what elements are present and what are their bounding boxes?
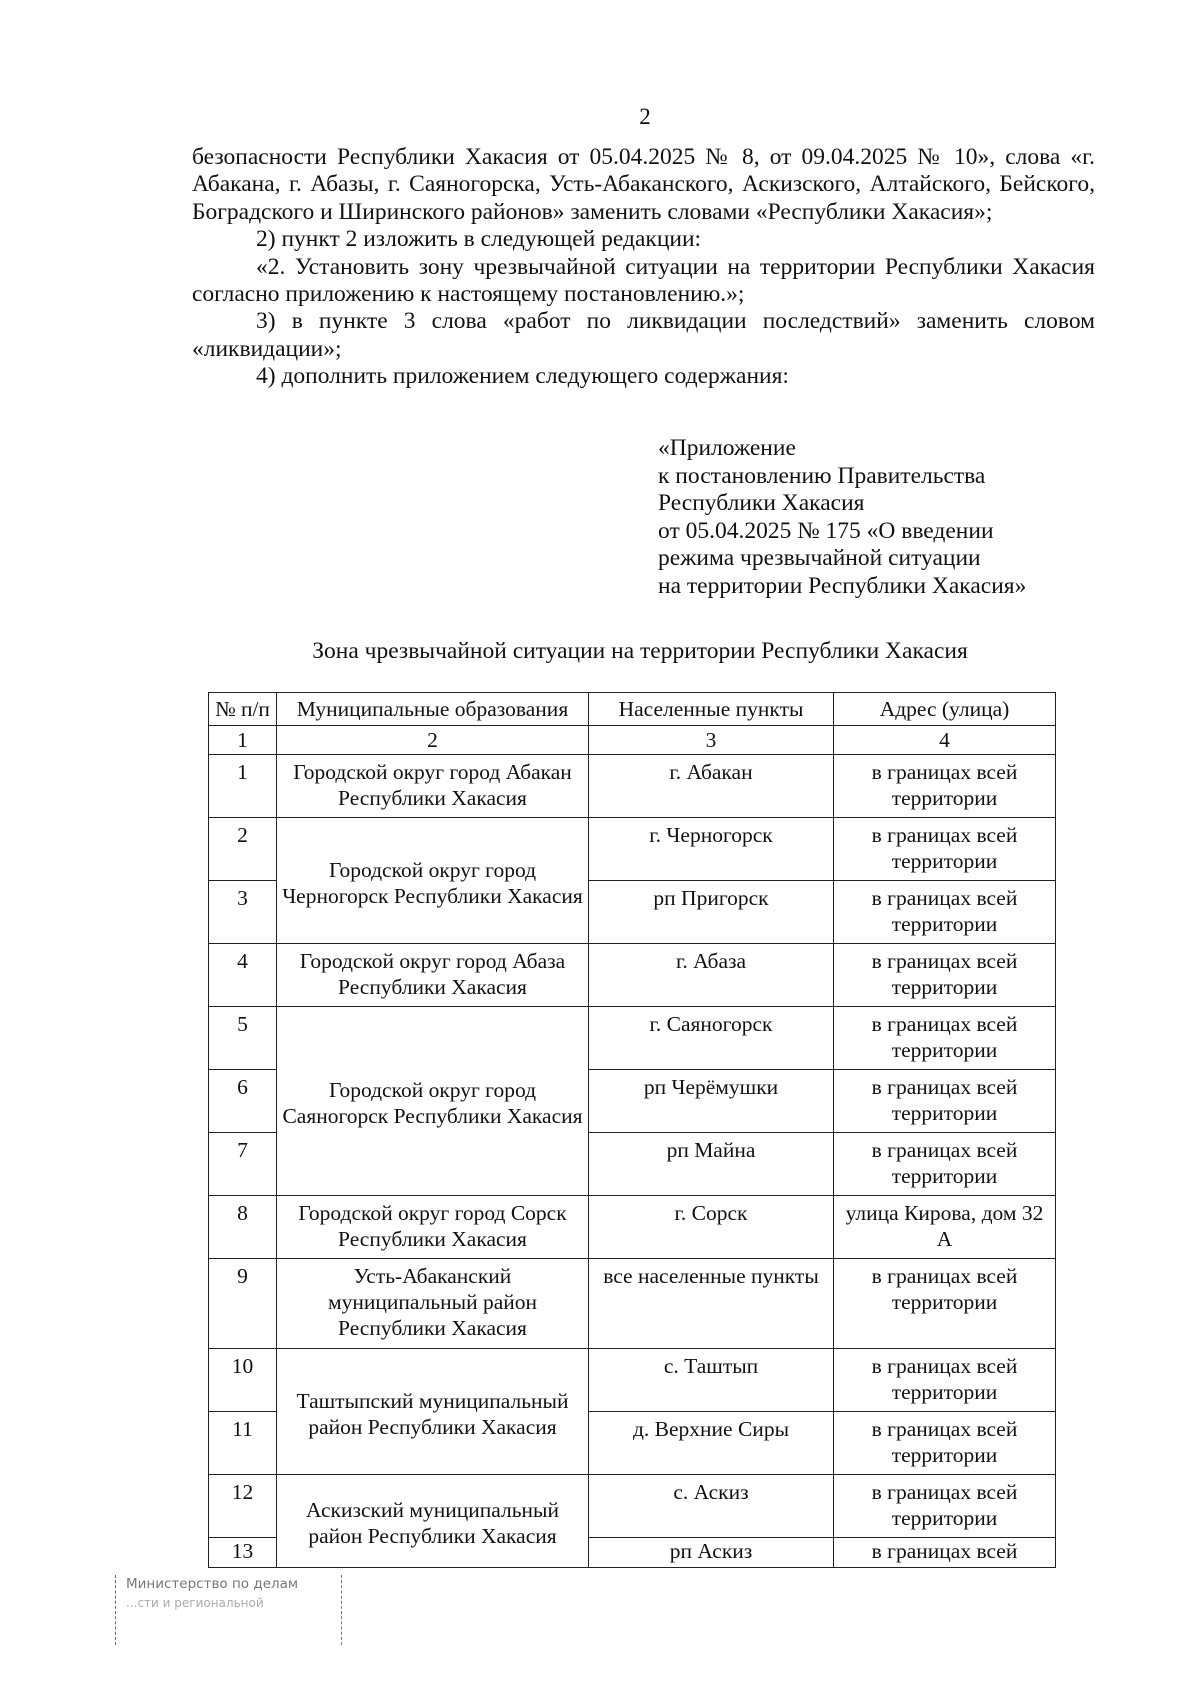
settlement-cell: рп Черёмушки: [589, 1070, 834, 1133]
settlement-cell: г. Черногорск: [589, 818, 834, 881]
settlement-cell: рп Аскиз: [589, 1538, 834, 1568]
table-title: Зона чрезвычайной ситуации на территории Республики Хакасия: [312, 638, 968, 664]
municipality-cell: Городской округ город Сорск Республики Хакасия: [277, 1196, 589, 1259]
appendix-line: к постановлению Правительства: [658, 462, 986, 489]
municipality-cell: Городской округ город Абаза Республики Хакасия: [277, 944, 589, 1007]
stamp-line: ...сти и региональной: [126, 1596, 264, 1610]
row-number: 4: [209, 944, 277, 1007]
municipality-cell: Таштыпский муниципальный район Республики Хакасия: [277, 1349, 589, 1475]
paragraph: 2) пункт 2 изложить в следующей редакции:: [256, 226, 702, 253]
column-number-row: [209, 726, 1056, 755]
address-cell: в границах всей территории: [834, 1007, 1056, 1070]
address-cell: в границах всей территории: [834, 944, 1056, 1007]
paragraph: 4) дополнить приложением следующего содержания:: [256, 363, 789, 390]
settlement-cell: г. Абакан: [589, 755, 834, 818]
settlement-cell: рп Майна: [589, 1133, 834, 1196]
address-cell: в границах всей территории: [834, 755, 1056, 818]
row-number: 9: [209, 1259, 277, 1349]
settlement-cell: г. Абаза: [589, 944, 834, 1007]
address-cell: в границах всей территории: [834, 1133, 1056, 1196]
row-number: 10: [209, 1349, 277, 1412]
settlement-cell: с. Таштып: [589, 1349, 834, 1412]
row-number: 12: [209, 1475, 277, 1538]
row-number: 7: [209, 1133, 277, 1196]
municipality-cell: Городской округ город Абакан Республики Хакасия: [277, 755, 589, 818]
address-cell: в границах всей территории: [834, 1259, 1056, 1349]
table-row: [209, 1007, 1056, 1070]
municipality-cell: Городской округ город Саяногорск Республики Хакасия: [277, 1007, 589, 1196]
header-cell: Муниципальные образования: [277, 693, 589, 726]
address-cell: в границах всей территории: [834, 1475, 1056, 1538]
header-cell: Населенные пункты: [589, 693, 834, 726]
table-header-row: [209, 693, 1056, 726]
settlement-cell: с. Аскиз: [589, 1475, 834, 1538]
paragraph: 3) в пункте 3 слова «работ по ликвидации последствий» заменить словом «ликвидации»;: [192, 308, 1095, 362]
address-cell: в границах всей территории: [834, 1349, 1056, 1412]
paragraph: «2. Установить зону чрезвычайной ситуации на территории Республики Хакасия согласно приложению к настоящему постановлению.»;: [192, 253, 1095, 308]
table-row: [209, 818, 1056, 881]
row-number: 3: [209, 881, 277, 944]
appendix-line: режима чрезвычайной ситуации: [658, 545, 981, 572]
appendix-line: Республики Хакасия: [658, 490, 865, 517]
municipality-cell: Городской округ город Черногорск Республики Хакасия: [277, 818, 589, 944]
column-number: 4: [834, 726, 1056, 755]
settlement-cell: рп Пригорск: [589, 881, 834, 944]
settlement-cell: г. Саяногорск: [589, 1007, 834, 1070]
table-row: [209, 944, 1056, 1007]
row-number: 11: [209, 1412, 277, 1475]
row-number: 2: [209, 818, 277, 881]
column-number: 2: [277, 726, 589, 755]
column-number: 3: [589, 726, 834, 755]
row-number: 5: [209, 1007, 277, 1070]
stamp-line: Министерство по делам: [126, 1576, 299, 1592]
table-row: [209, 1475, 1056, 1538]
address-cell: в границах всей территории: [834, 1412, 1056, 1475]
appendix-line: «Приложение: [658, 435, 796, 461]
header-cell: № п/п: [209, 693, 277, 726]
row-number: 1: [209, 755, 277, 818]
row-number: 13: [209, 1538, 277, 1568]
row-number: 6: [209, 1070, 277, 1133]
appendix-line: от 05.04.2025 № 175 «О введении: [658, 517, 994, 544]
table-row: [209, 1196, 1056, 1259]
settlement-cell: все населенные пункты: [589, 1259, 834, 1349]
page-number: 2: [639, 104, 651, 129]
paragraph: безопасности Республики Хакасия от 05.04.2025 № 8, от 09.04.2025 № 10», слова «г. Абакана, г. Абазы, г. Саяногорска, Усть-Абаканского, Аскизского, Алтайского, Бейского, Боградского и Ширинского районов» заменить словами «Республики Хакасия»;: [192, 144, 1095, 225]
table-row: [209, 755, 1056, 818]
appendix-heading: [658, 435, 1026, 601]
address-cell: в границах всей: [834, 1538, 1056, 1568]
table-row: [209, 1259, 1056, 1349]
header-cell: Адрес (улица): [834, 693, 1056, 726]
body-text: [192, 144, 1095, 391]
ministry-stamp: [115, 1575, 342, 1645]
settlement-cell: г. Сорск: [589, 1196, 834, 1259]
column-number: 1: [209, 726, 277, 755]
municipality-cell: Усть-Абаканский муниципальный район Республики Хакасия: [277, 1259, 589, 1349]
table-row: [209, 1349, 1056, 1412]
municipality-cell: Аскизский муниципальный район Республики Хакасия: [277, 1475, 589, 1568]
settlement-cell: д. Верхние Сиры: [589, 1412, 834, 1475]
address-cell: в границах всей территории: [834, 1070, 1056, 1133]
row-number: 8: [209, 1196, 277, 1259]
appendix-line: на территории Республики Хакасия»: [658, 572, 1027, 599]
address-cell: в границах всей территории: [834, 818, 1056, 881]
address-cell: в границах всей территории: [834, 881, 1056, 944]
emergency-zone-table: [208, 692, 1056, 1568]
address-cell: улица Кирова, дом 32 А: [834, 1196, 1056, 1259]
